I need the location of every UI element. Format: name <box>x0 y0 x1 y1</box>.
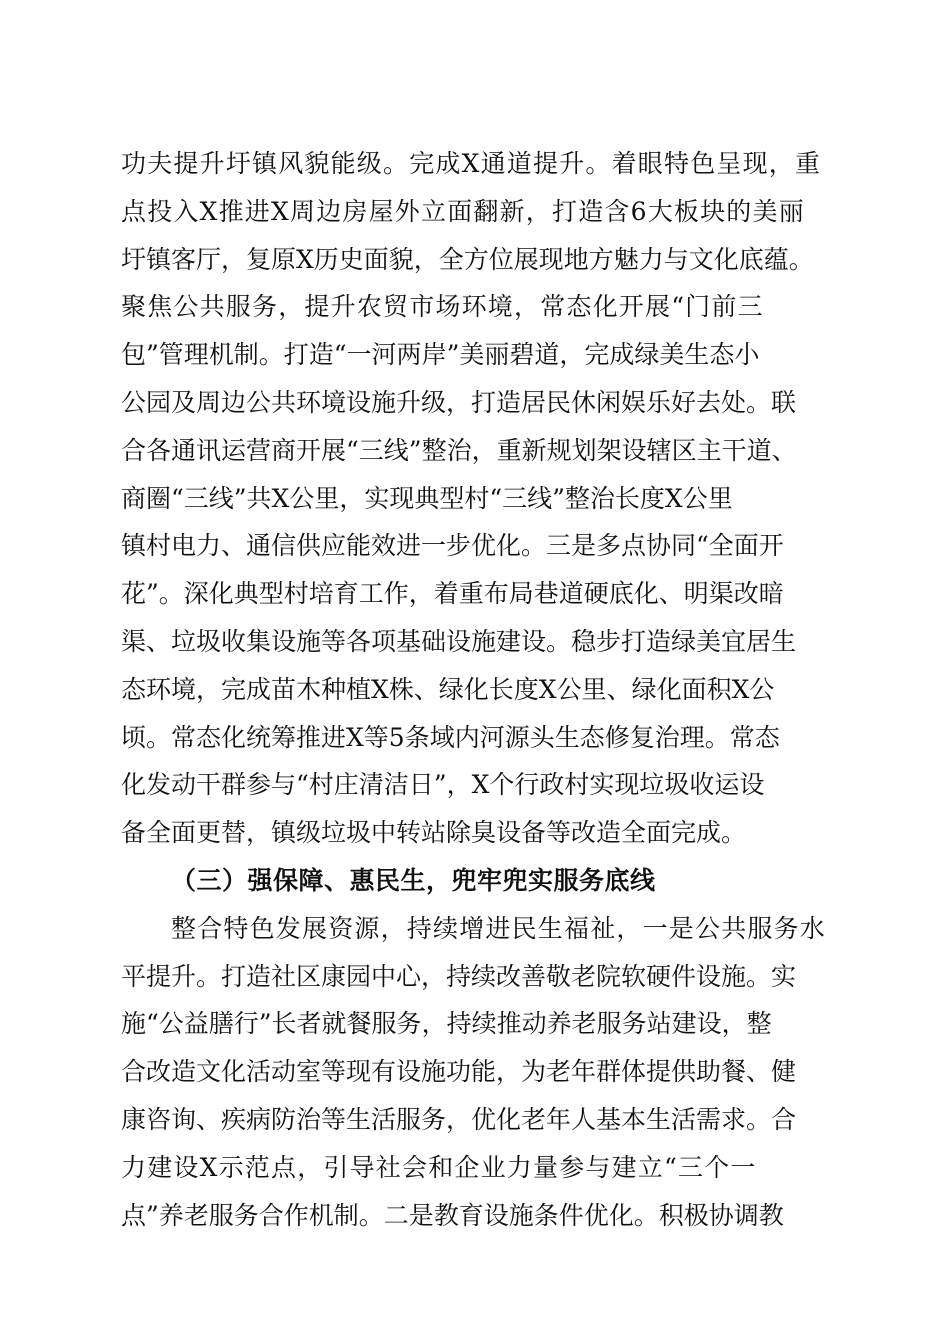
text-line: 施“公益膳行”长者就餐服务，持续推动养老服务站建设，整 <box>121 1009 772 1039</box>
paragraph-first-line: 整合特色发展资源，持续增进民生福祉，一是公共服务水 <box>171 913 827 943</box>
text-line: 态环境，完成苗木种植X株、绿化长度X公里、绿化面积X公 <box>121 674 775 704</box>
text-line: 合各通讯运营商开展“三线”整治，重新规划架设辖区主干道、 <box>121 435 797 465</box>
text-line: 点”养老服务合作机制。二是教育设施条件优化。积极协调教 <box>121 1200 784 1230</box>
text-line: 顷。常态化统筹推进X等5条域内河源头生态修复治理。常态 <box>121 722 780 752</box>
text-line: 备全面更替，镇级垃圾中转站除臭设备等改造全面完成。 <box>121 818 747 848</box>
text-line: 合改造文化活动室等现有设施功能，为老年群体提供助餐、健 <box>121 1057 797 1087</box>
text-line: 花”。深化典型村培育工作，着重布局巷道硬底化、明渠改暗 <box>121 579 784 609</box>
section-heading: （三）强保障、惠民生，兜牢兜实服务底线 <box>171 865 656 895</box>
text-line: 力建设X示范点，引导社会和企业力量参与建立“三个一 <box>121 1152 757 1182</box>
text-line: 包”管理机制。打造“一河两岸”美丽碧道，完成绿美生态小 <box>121 340 760 370</box>
text-line: 圩镇客厅，复原X历史面貌，全方位展现地方魅力与文化底蕴。 <box>121 244 814 274</box>
text-line: 镇村电力、通信供应能效进一步优化。三是多点协同“全面开 <box>121 531 784 561</box>
text-line: 康咨询、疾病防治等生活服务，优化老年人基本生活需求。合 <box>121 1104 797 1134</box>
text-line: 渠、垃圾收集设施等各项基础设施建设。稳步打造绿美宜居生 <box>121 626 797 656</box>
text-line: 功夫提升圩镇风貌能级。完成X通道提升。着眼特色呈现，重 <box>121 149 822 178</box>
body-text <box>121 140 831 1239</box>
text-line: 点投入X推进X周边房屋外立面翻新，打造含6大板块的美丽 <box>121 196 805 226</box>
text-line: 化发动干群参与“村庄清洁日”，X个行政村实现垃圾收运设 <box>121 770 765 800</box>
text-line: 聚焦公共服务，提升农贸市场环境，常态化开展“门前三 <box>121 292 764 322</box>
text-line: 平提升。打造社区康园中心，持续改善敬老院软硬件设施。实 <box>121 961 797 991</box>
text-line: 商圈“三线”共X公里，实现典型村“三线”整治长度X公里 <box>121 483 733 513</box>
text-line: 公园及周边公共环境设施升级，打造居民休闲娱乐好去处。联 <box>121 387 797 417</box>
